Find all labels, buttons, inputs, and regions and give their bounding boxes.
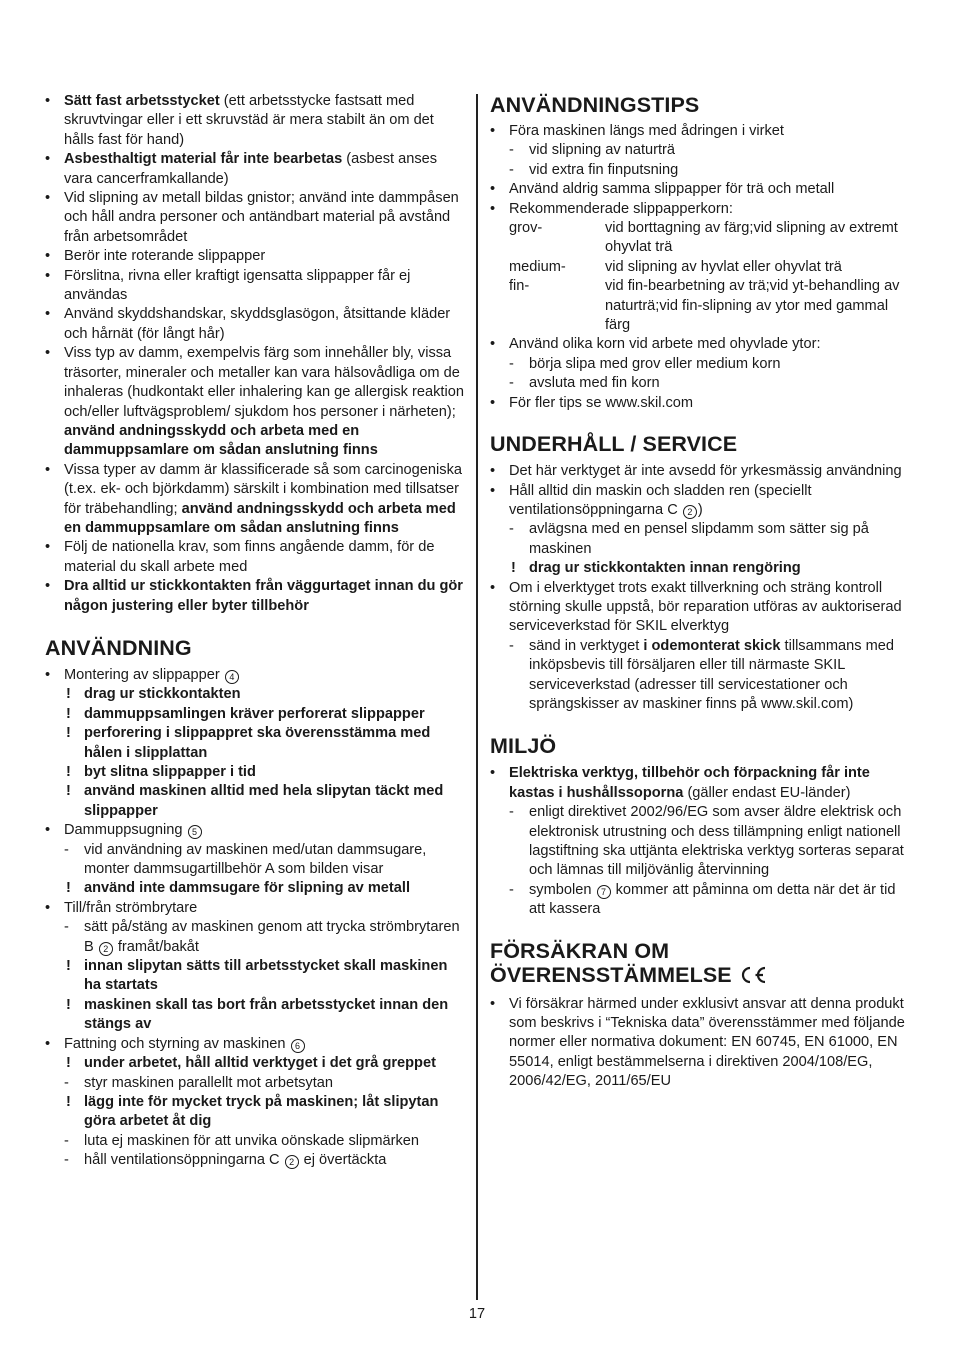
declaration-list (490, 995, 910, 1092)
ce-mark-icon (738, 965, 768, 989)
item-text: enligt direktivet 2002/96/EG som avser äldre elektrisk och elektronisk utrustning och dess tillämpning enligt nationell lagstiftning ska uttjänta elektriska verktyg sorteras separat och lämnas till miljövänlig återvinning (529, 804, 904, 879)
item-text: symbolen (529, 881, 592, 898)
figure-ref-icon: 2 (285, 1155, 299, 1169)
item-text: vid användning av maskinen med/utan dammsugare, monter dammsugartillbehör A som bilden visar (84, 841, 427, 878)
bullet-item (45, 666, 465, 685)
item-text: sätt på/stäng av maskinen genom att trycka strömbrytaren B (84, 919, 460, 955)
item-text: (ett arbetsstycke fastsatt med skruvtvingar eller i ett skruvstäd är mera stabilt än om det hålls fast för hand) (64, 93, 434, 148)
grain-row (490, 277, 910, 335)
bold-text: i odemonterat skick (643, 637, 781, 654)
item-text: Vid slipning av metall bildas gnistor; använd inte dammpåsen och håll andra personer och antändbart material på avstånd från arbetsområdet (64, 190, 459, 245)
bullet-item (45, 344, 465, 460)
bullet-item (490, 122, 910, 141)
warning-item (45, 705, 465, 724)
item-text-after: kommer att påminna om detta när det är tid att kassera (529, 881, 896, 918)
item-text: Viss typ av damm, exempelvis färg som innehåller bly, vissa träsorter, mineraler och metaller kan vara hälsovådliga om de inhaleras (hudkontakt eller inhalering kan ge allergisk reaktion och/eller luftvägsproblem/ sjukdom hos personer i närheten); (64, 345, 464, 420)
item-text: Fattning och styrning av maskinen (64, 1035, 286, 1052)
item-text: byt slitna slippapper i tid (84, 764, 256, 780)
item-text: (asbest anses vara cancerframkallande) (64, 151, 438, 187)
item-text: Vissa typer av damm är klassificerade så som carcinogeniska (t.ex. ek- och björkdamm) särskilt i kombination med tillsatser för träbehandling; (64, 461, 462, 517)
dash-item (45, 1074, 465, 1093)
left-column (45, 92, 465, 1171)
figure-ref-icon: 2 (683, 505, 697, 519)
dash-item (45, 1132, 465, 1151)
figure-ref-icon: 6 (291, 1039, 305, 1053)
item-text: Det här verktyget är inte avsedd för yrkesmässig användning (509, 463, 902, 480)
item-text-after: ) (697, 501, 703, 518)
bold-text: Dra alltid ur stickkontakten från väggurtaget innan du gör någon justering eller byter tillbehör (64, 578, 463, 614)
dash-item (490, 881, 910, 920)
dash-item (490, 374, 910, 393)
item-text: Använd aldrig samma slippapper för trä och metall (509, 181, 835, 198)
item-text: Föra maskinen längs med ådringen i virket (509, 123, 784, 139)
bullet-item (45, 821, 465, 840)
tips-list-2 (490, 335, 910, 413)
figure-ref-icon: 2 (99, 942, 113, 956)
usage-list (45, 666, 465, 1171)
bullet-item (45, 538, 465, 577)
heading-miljo: MILJÖ (490, 734, 557, 759)
item-text: drag ur stickkontakten (84, 686, 241, 703)
right-column (490, 93, 910, 1092)
item-text: använd inte dammsugare för slipning av metall (84, 880, 411, 897)
item-text: börja slipa med grov eller medium korn (529, 355, 781, 372)
item-text: drag ur stickkontakten innan rengöring (529, 560, 801, 577)
item-text: För fler tips se www.skil.com (509, 394, 694, 411)
bold-text: använd andningsskydd och arbeta med en dammuppsamlare om sådan anslutning finns (64, 422, 378, 459)
warning-item (45, 685, 465, 704)
warning-item (45, 996, 465, 1035)
item-text-after: framåt/bakåt (113, 938, 199, 955)
figure-ref-icon: 4 (225, 670, 239, 684)
bullet-item (490, 180, 910, 199)
grain-label: fin- (509, 278, 530, 295)
bold-text: Sätt fast arbetsstycket (64, 93, 220, 109)
item-text: Montering av slippapper (64, 666, 220, 683)
grain-desc: vid borttagning av färg;vid slipning av extremt ohyvlat trä (605, 220, 898, 256)
grain-label: grov- (509, 220, 543, 237)
item-text: Rekommenderade slippapperkorn: (509, 200, 733, 217)
heading-forsakran-line2: ÖVERENSSTÄMMELSE (490, 962, 732, 987)
bold-text: Elektriska verktyg, tillbehör och förpackning får inte kastas i hushållssoporna (509, 765, 870, 801)
item-text: lägg inte för mycket tryck på maskinen; låt slipytan göra arbetet åt dig (84, 1093, 439, 1130)
heading-forsakran-line1: FÖRSÄKRAN OM (490, 938, 670, 963)
item-text-after: (gäller endast EU-länder) (683, 784, 851, 801)
warning-item (45, 1093, 465, 1132)
grain-desc: vid fin-bearbetning av trä;vid yt-behandling av naturträ;vid fin-slipning av ytor med gammal färg (605, 278, 900, 334)
item-text-after: tillsammans med inköpsbevis till försäljaren eller till närmaste SKIL serviceverkstad (adresser till servicestationer och sprängskisser av maskiner finns på www.skil.com) (529, 637, 895, 712)
bullet-item (45, 899, 465, 918)
item-text: dammuppsamlingen kräver perforerat slippapper (84, 705, 425, 722)
bullet-item (490, 995, 910, 1092)
item-text: avsluta med fin korn (529, 375, 660, 392)
bullet-item (45, 247, 465, 266)
bullet-item (45, 577, 465, 616)
item-text: perforering i slippappret ska överensstämma med hålen i slipplattan (84, 725, 431, 761)
bullet-item (490, 482, 910, 521)
item-text: Använd skyddshandskar, skyddsglasögon, åtsittande kläder och hårnät (för långt hår) (64, 306, 451, 342)
environment-list (490, 764, 910, 919)
dash-item (45, 841, 465, 880)
dash-item (490, 637, 910, 715)
grain-label: medium- (509, 258, 566, 275)
dash-item (490, 161, 910, 180)
item-text: Om i elverktyget trots exakt tillverkning och sträng kontroll störning skulle uppstå, bör reparation utföras av auktoriserad serviceverkstad för SKIL elverktyg (509, 579, 902, 635)
item-text: sänd in verktyget (529, 637, 644, 654)
dash-item (490, 355, 910, 374)
grain-row (490, 219, 910, 258)
heading-anvandning: ANVÄNDNING (45, 635, 192, 660)
dash-item (490, 803, 910, 881)
bullet-item (490, 764, 910, 803)
bullet-item (45, 305, 465, 344)
item-text: innan slipytan sätts till arbetsstycket skall maskinen ha startats (84, 958, 448, 994)
item-text: Berör inte roterande slippapper (64, 248, 266, 265)
bullet-item (45, 1035, 465, 1054)
heading-forsakran (490, 939, 910, 989)
item-text: Till/från strömbrytare (64, 899, 198, 916)
bullet-item (45, 267, 465, 306)
grain-table (490, 219, 910, 335)
item-text: avlägsna med en pensel slipdamm som sätter sig på maskinen (529, 521, 869, 557)
item-text: vid slipning av naturträ (529, 142, 676, 159)
dash-item (490, 520, 910, 559)
safety-list (45, 92, 465, 616)
item-text: Dammuppsugning (64, 822, 183, 839)
bullet-item (490, 200, 910, 219)
item-text: Håll alltid din maskin och sladden ren (speciellt ventilationsöppningarna C (509, 482, 812, 518)
bullet-item (490, 335, 910, 354)
service-list (490, 462, 910, 714)
bullet-item (490, 579, 910, 637)
item-text: Använd olika korn vid arbete med ohyvlade ytor: (509, 336, 821, 353)
grain-row (490, 258, 910, 277)
item-text: Förslitna, rivna eller kraftigt igensatta slippapper får ej användas (64, 267, 411, 304)
warning-item (490, 559, 910, 578)
item-text: Följ de nationella krav, som finns angående damm, för de material du skall arbete med (64, 539, 435, 575)
column-divider (476, 94, 478, 1300)
item-text-after: ej övertäckta (299, 1152, 387, 1169)
heading-underhall: UNDERHÅLL / SERVICE (490, 432, 738, 457)
bullet-item (490, 462, 910, 481)
figure-ref-icon: 7 (597, 885, 611, 899)
warning-item (45, 879, 465, 898)
bullet-item (45, 150, 465, 189)
bullet-item (45, 189, 465, 247)
item-text: luta ej maskinen för att unvika oönskade slipmärken (84, 1132, 420, 1149)
bullet-item (45, 92, 465, 150)
bold-text: Asbesthaltigt material får inte bearbetas (64, 151, 343, 168)
item-text: under arbetet, håll alltid verktyget i det grå greppet (84, 1055, 436, 1072)
warning-item (45, 1054, 465, 1073)
item-text: håll ventilationsöppningarna C (84, 1152, 280, 1169)
page-number: 17 (468, 1306, 486, 1322)
figure-ref-icon: 5 (188, 825, 202, 839)
dash-item (45, 918, 465, 957)
grain-desc: vid slipning av hyvlat eller ohyvlat trä (605, 258, 842, 275)
item-text: styr maskinen parallellt mot arbetsytan (84, 1074, 334, 1091)
warning-item (45, 724, 465, 763)
tips-list (490, 122, 910, 219)
dash-item (45, 1151, 465, 1170)
item-text: maskinen skall tas bort från arbetsstycket innan den stängs av (84, 996, 449, 1033)
item-text: Vi försäkrar härmed under exklusivt ansvar att denna produkt som beskrivs i “Tekniska data” överensstämmer med följande normer eller normativa dokument: EN 60745, EN 61000, EN 55014, enligt bestämmelserna i direktiven 2004/108/EG, 2006/42/EG, 2011/65/EU (509, 995, 905, 1090)
bold-text: använd andningsskydd och arbeta med en dammuppsamlare om sådan anslutning finns (64, 500, 456, 536)
warning-item (45, 763, 465, 782)
heading-anvandningstips: ANVÄNDNINGSTIPS (490, 93, 700, 117)
item-text: använd maskinen alltid med hela slipytan täckt med slippapper (84, 783, 444, 819)
warning-item (45, 957, 465, 996)
warning-item (45, 782, 465, 821)
bullet-item (45, 461, 465, 539)
bullet-item (490, 394, 910, 413)
dash-item (490, 141, 910, 160)
item-text: vid extra fin finputsning (529, 161, 679, 178)
